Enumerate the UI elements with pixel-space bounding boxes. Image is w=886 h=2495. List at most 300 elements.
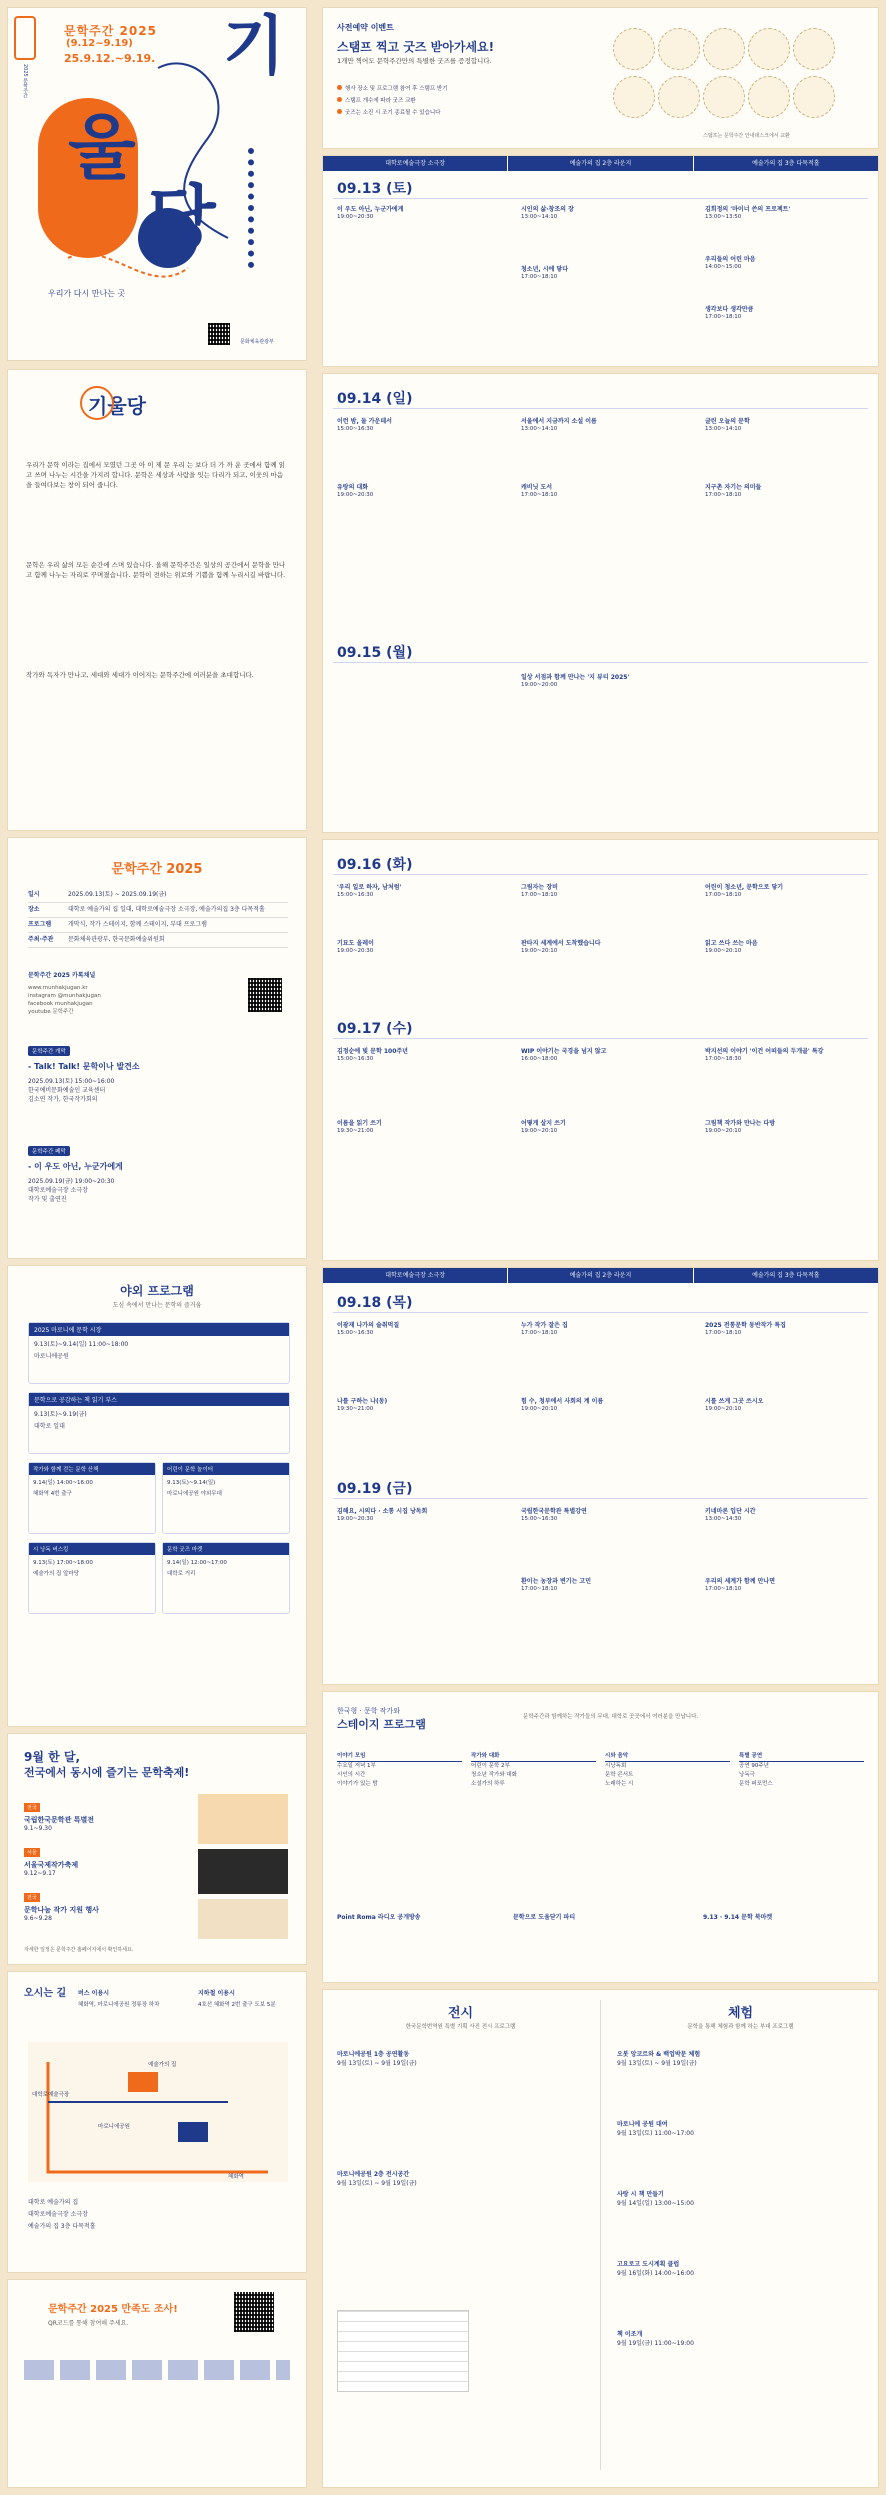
- exhibition-experience-panel: [323, 1990, 878, 2487]
- september-event-name: 문학나눔 작가 지원 행사: [24, 1906, 99, 1914]
- stamp-note: 스탬프는 문학주간 안내데스크에서 교환: [703, 133, 790, 139]
- event-item: [705, 1578, 870, 1593]
- subway-label: 지하철 이용시: [198, 1990, 235, 1997]
- event-title: 어떻게 살지 쓰기: [521, 1120, 566, 1127]
- event-time: 17:00~18:10: [521, 892, 558, 899]
- event-time: 17:00~18:30: [705, 1056, 742, 1063]
- exhibition-item: [337, 2050, 587, 2068]
- about-row-label: 프로그램: [28, 921, 52, 928]
- outdoor-program-place: 대학로 일대: [34, 1423, 65, 1430]
- event-time: 16:00~18:00: [521, 1056, 558, 1063]
- intro-paragraph-1: 우리가 문학 이라는 집에서 모였던 그곳 아 이 제 문 우리 는 보다 더 가 까 운 곳에서 함께 읽고 쓰며 나누는 시간을 가지려 합니다. 문학은 세상과 사람을 잇는 다리가 되고, 이웃의 마음을 들여다보는 창이 되어 줍니다.: [26, 461, 286, 489]
- stamp-circle-icon: [613, 28, 655, 70]
- event-time: 19:00~20:30: [337, 492, 374, 499]
- about-link[interactable]: facebook munhakjugan: [28, 1001, 93, 1007]
- day-date: 09.14 (일): [337, 391, 413, 407]
- event-item: [705, 1398, 870, 1413]
- stamp-circle-icon: [748, 76, 790, 118]
- event-title: 박지선의 이야기 '이건 어떠들의 두개골' 특강: [705, 1048, 824, 1055]
- event-time: 13:00~14:10: [521, 426, 558, 433]
- event-time: 15:00~16:30: [337, 1056, 374, 1063]
- event-title: 우리들의 어린 마음: [705, 256, 756, 263]
- map-label: 예술가의 집: [148, 2062, 177, 2068]
- september-book-image-3: [198, 1899, 288, 1939]
- poster-big-char-2: 울: [68, 107, 136, 189]
- september-event: [24, 1839, 184, 1877]
- event-item: [337, 1508, 502, 1523]
- exhibition-item-name: 마로니에공원 2층 전시공간: [337, 2171, 410, 2178]
- stamp-circle-icon: [793, 28, 835, 70]
- event-title: 그림책 작가와 만나는 다방: [705, 1120, 776, 1127]
- survey-qr-code[interactable]: [234, 2292, 274, 2332]
- event-time: 19:00~20:30: [337, 1516, 374, 1523]
- event-item: [337, 1120, 502, 1135]
- event-time: 17:00~18:10: [521, 1330, 558, 1337]
- experience-item: [617, 2050, 867, 2068]
- outdoor-program-place: 마로니에공원 야외무대: [167, 1491, 222, 1497]
- event-time: 17:00~18:10: [705, 1586, 742, 1593]
- event-item: [705, 1322, 870, 1337]
- poster-brand: 문화체육관광부: [240, 339, 274, 345]
- event-time: 15:00~16:30: [337, 1330, 374, 1337]
- day-divider: [333, 874, 868, 875]
- about-link[interactable]: www.munhakjugan.kr: [28, 985, 88, 991]
- event-title: 환이는 농장과 변기는 고민: [521, 1578, 592, 1585]
- about-qr-code[interactable]: [248, 978, 282, 1012]
- about-links-label: 문학주간 2025 카톡채널: [28, 972, 96, 979]
- september-event-name: 국립한국문학관 특별전: [24, 1816, 95, 1824]
- outdoor-program-date: 9.13(토)~9.14(일) 11:00~18:00: [34, 1341, 129, 1348]
- about-row-value: 2025.09.13(토) ~ 2025.09.19(금): [68, 891, 167, 898]
- stamp-circle-icon: [658, 28, 700, 70]
- closing-badge: 문학주간 폐막: [28, 1146, 70, 1156]
- event-item: [337, 1398, 502, 1413]
- stage-title-2: 스테이지 프로그램: [337, 1718, 426, 1731]
- stage-col-head: 작가와 대화: [471, 1752, 596, 1762]
- outdoor-program-name: 문학으로 공감하는 책 읽기 부스: [29, 1393, 289, 1406]
- about-row: [28, 903, 288, 918]
- closing-date: 2025.09.19(금) 19:00~20:30: [28, 1178, 115, 1185]
- poster-tagline: 우리가 다시 만나는 곳: [48, 289, 126, 298]
- outdoor-program: [162, 1542, 290, 1614]
- event-time: 15:00~16:30: [337, 892, 374, 899]
- outdoor-subtitle: 도심 속에서 만나는 문학의 즐거움: [112, 1302, 202, 1309]
- intro-panel: [8, 370, 306, 830]
- directions-title: 오시는 길: [24, 1988, 67, 1999]
- map-label: 마로니에공원: [98, 2124, 130, 2130]
- event-item: [337, 940, 502, 955]
- exhibition-item-date: 9월 13일(토) ~ 9월 19일(금): [337, 2060, 417, 2067]
- stage-col-item: 문학 콘서트: [605, 1772, 634, 1778]
- event-title: '우리 일로 하자, 남처럼': [337, 884, 402, 891]
- event-title: 글린 오늘의 문학: [705, 418, 750, 425]
- venue-header-cell: 예술가의 집 2층 라운지: [508, 156, 693, 171]
- outdoor-program-date: 9.13(토)~9.14(일): [167, 1480, 216, 1486]
- experience-item-name: 책 이조개: [617, 2331, 643, 2338]
- intro-paragraph-3: 작가와 독자가 만나고, 세대와 세대가 이어지는 문학주간에 여러분을 초대합니다.: [26, 671, 254, 679]
- stage-col: [605, 1752, 730, 1789]
- september-book-image-2: [198, 1849, 288, 1894]
- september-book-image-1: [198, 1794, 288, 1844]
- event-time: 19:30~21:00: [337, 1128, 374, 1135]
- september-event-tag: 서울: [24, 1848, 40, 1857]
- exhibition-item-name: 마로니에공원 1층 공연활동: [337, 2051, 410, 2058]
- event-time: 19:00~20:10: [705, 948, 742, 955]
- stage-col-item: 공연 90주년: [739, 1763, 769, 1769]
- event-item: [705, 256, 870, 271]
- event-time: 15:00~16:30: [521, 1516, 558, 1523]
- stamp-step: [337, 108, 441, 116]
- exhibition-item-date: 9월 13일(토) ~ 9월 19일(금): [337, 2180, 417, 2187]
- experience-item-name: 마로니에 공원 대여: [617, 2121, 668, 2128]
- event-title: 시인의 삶·창조의 장: [521, 206, 574, 213]
- outdoor-program: [28, 1392, 290, 1454]
- event-item: [521, 674, 686, 689]
- event-time: 13:00~14:30: [705, 1516, 742, 1523]
- intro-logo: 기울당: [88, 394, 146, 418]
- experience-item: [617, 2260, 867, 2278]
- stage-col-item: 어린이 문학 2부: [471, 1763, 510, 1769]
- experience-item-date: 9월 16일(화) 14:00~16:00: [617, 2270, 694, 2277]
- event-title: 유랑의 대화: [337, 484, 369, 491]
- stage-col-head: 특별 공연: [739, 1752, 864, 1762]
- event-title: 김정순에 빛 문학 100주년: [337, 1048, 408, 1055]
- poster-festival-title: 문학주간 2025: [64, 24, 157, 38]
- event-item: [337, 418, 502, 433]
- outdoor-program-name: 작가와 함께 걷는 문학 산책: [29, 1463, 155, 1475]
- event-title: 국립한국문학관 특별강연: [521, 1508, 587, 1515]
- event-title: 이 우도 아닌, 누군가에게: [337, 206, 404, 213]
- event-title: 힘 수, 청부에서 사회의 계 이름: [521, 1398, 604, 1405]
- event-time: 17:00~18:10: [521, 492, 558, 499]
- venue-header-cell: 예술가의 집 3층 다목적홀: [694, 156, 878, 171]
- event-item: [705, 418, 870, 433]
- opening-title: - Talk! Talk! 문학이나 발견소: [28, 1062, 140, 1071]
- stamp-step: [337, 96, 416, 104]
- about-row-value: 문화체육관광부, 한국문화예술위원회: [68, 936, 165, 943]
- stage-col-item: 문학 퍼포먼스: [739, 1781, 773, 1787]
- about-row-label: 장소: [28, 906, 40, 913]
- outdoor-program-name: 어린이 문학 놀이터: [163, 1463, 289, 1475]
- event-time: 17:00~18:10: [521, 1586, 558, 1593]
- about-row: [28, 888, 288, 903]
- experience-item-name: 사랑 시 책 만들기: [617, 2191, 664, 2198]
- opening-badge: 문학주간 개막: [28, 1046, 70, 1056]
- event-item: [705, 1120, 870, 1135]
- september-note: 자세한 일정은 문학주간 홈페이지에서 확인하세요.: [24, 1947, 134, 1953]
- event-item: [521, 884, 686, 899]
- event-time: 19:00~20:10: [521, 1406, 558, 1413]
- event-time: 14:00~15:00: [705, 264, 742, 271]
- stamp-circle-icon: [748, 28, 790, 70]
- experience-item-date: 9월 13일(토) 11:00~17:00: [617, 2130, 694, 2137]
- event-time: 17:00~18:10: [705, 1330, 742, 1337]
- event-item: [337, 1322, 502, 1337]
- september-event-name: 서울국제작가축제: [24, 1861, 79, 1869]
- closing-title: - 이 우도 아닌, 누군가에게: [28, 1162, 123, 1171]
- outdoor-program-date: 9.13(토)~9.19(금): [34, 1411, 87, 1418]
- outdoor-program-place: 대학로 거리: [167, 1571, 196, 1577]
- event-time: 17:00~18:10: [705, 892, 742, 899]
- event-item: [705, 484, 870, 499]
- outdoor-program-date: 9.13(토) 17:00~18:00: [33, 1560, 93, 1566]
- event-title: 지구촌 자기는 의미들: [705, 484, 762, 491]
- step-bullet-icon: [337, 85, 342, 90]
- left-column: [0, 0, 315, 2495]
- subway-text: 4호선 혜화역 2번 출구 도보 5분: [198, 2002, 276, 2008]
- day-date: 09.13 (토): [337, 181, 413, 197]
- stage-bottom-item: 문학으로 도움닫기 파티: [513, 1914, 576, 1921]
- venue-header-cell: 대학로예술극장 소극장: [323, 1268, 508, 1283]
- event-item: [521, 1578, 686, 1593]
- directions-place: 대학로 예술가의 집: [28, 2199, 79, 2206]
- event-time: 19:00~20:10: [705, 1406, 742, 1413]
- map-label: 혜화역: [228, 2174, 244, 2180]
- outdoor-program-date: 9.14(일) 14:00~16:00: [33, 1480, 93, 1486]
- event-title: 김희정의 '마이너 쓴의 프로젝트': [705, 206, 791, 213]
- event-title: 캐비닛 도서: [521, 484, 553, 491]
- day-date: 09.16 (화): [337, 857, 413, 873]
- event-time: 17:00~18:10: [705, 314, 742, 321]
- directions-place: 예술가의 집 3층 다목적홀: [28, 2223, 96, 2230]
- stage-col-item: 낭독극: [739, 1772, 755, 1778]
- event-title: 이런 밤, 둘 가운데서: [337, 418, 392, 425]
- about-row: [28, 918, 288, 933]
- stamp-circle-icon: [613, 76, 655, 118]
- event-title: 청소년, 시에 닿다: [521, 266, 569, 273]
- event-title: 누가 작가 잘은 집: [521, 1322, 568, 1329]
- stamp-step-text: 행사 장소 및 프로그램 참여 후 스탬프 받기: [345, 86, 448, 92]
- event-item: [521, 266, 686, 281]
- day-date: 09.15 (월): [337, 645, 413, 661]
- september-event: [24, 1794, 184, 1832]
- event-time: 17:00~18:10: [705, 492, 742, 499]
- stage-col-item: 시인의 시간: [337, 1772, 366, 1778]
- stage-col-item: 시낭독회: [605, 1763, 627, 1769]
- day-divider: [333, 408, 868, 409]
- event-title: 나를 구하는 나(동): [337, 1398, 388, 1405]
- venue-header: [323, 156, 878, 171]
- poster-dates: 25.9.12.~9.19.: [64, 52, 156, 65]
- day-divider: [333, 662, 868, 663]
- event-title: 서울에서 지금까지 소설 이름: [521, 418, 597, 425]
- experience-item-date: 9월 14일(일) 13:00~15:00: [617, 2200, 694, 2207]
- venue-header-cell: 예술가의 집 2층 라운지: [508, 1268, 693, 1283]
- event-time: 19:30~21:00: [337, 1406, 374, 1413]
- september-panel: [8, 1734, 306, 1964]
- sponsor-logos: [24, 2360, 290, 2380]
- event-title: 그림자는 장비: [521, 884, 558, 891]
- exhibition-subtitle: 한국문학번역원 특별 기획 사진 전시 프로그램: [405, 2024, 516, 2030]
- event-item: [705, 940, 870, 955]
- event-item: [705, 1508, 870, 1523]
- september-event-date: 9.1~9.30: [24, 1825, 52, 1832]
- step-bullet-icon: [337, 97, 342, 102]
- event-item: [337, 206, 502, 221]
- event-title: 우리의 세계가 함께 만나면: [705, 1578, 776, 1585]
- schedule-panel-3: [323, 840, 878, 1260]
- opening-place: 한국예비문화예술인 교육센터: [28, 1087, 106, 1094]
- outdoor-program-place: 혜화역 4번 출구: [33, 1491, 72, 1497]
- stage-col-item: 소설가의 하루: [471, 1781, 505, 1787]
- poster-subtitle: (9.12~9.19): [66, 38, 133, 49]
- survey-text: QR코드를 통해 참여해 주세요.: [48, 2320, 129, 2327]
- event-time: 15:00~16:30: [337, 426, 374, 433]
- event-item: [521, 1120, 686, 1135]
- intro-logo-circle: [80, 386, 114, 420]
- day-date: 09.19 (금): [337, 1481, 413, 1497]
- about-title: 문학주간 2025: [111, 862, 203, 877]
- experience-item: [617, 2120, 867, 2138]
- outdoor-program: [28, 1322, 290, 1384]
- about-row-value: 대학로 예술가의 집 일대, 대학로예술극장 소극장, 예술가의집 3층 다목적홀: [68, 906, 265, 913]
- closing-card: [28, 1138, 288, 1228]
- event-item: [521, 1322, 686, 1337]
- event-time: 19:00~20:30: [337, 214, 374, 221]
- event-title: 이광재 나가의 술취먹질: [337, 1322, 400, 1329]
- experience-item-date: 9월 19일(금) 11:00~19:00: [617, 2340, 694, 2347]
- intro-paragraph-2: 문학은 우리 삶의 모든 순간에 스며 있습니다. 올해 문학주간은 일상의 공간에서 문학을 만나고 함께 나누는 자리로 꾸며졌습니다. 문학이 전하는 위로와 기쁨을 함께 누리시길 바랍니다.: [26, 561, 286, 579]
- event-title: 김해요, 시의다 · 소통 시집 낭독회: [337, 1508, 428, 1515]
- stage-panel: [323, 1692, 878, 1982]
- event-item: [705, 306, 870, 321]
- stamp-step-text: 굿즈는 소진 시 조기 종료될 수 있습니다: [345, 110, 441, 116]
- stage-col-head: 시와 음악: [605, 1752, 730, 1762]
- september-event-tag: 전국: [24, 1803, 40, 1812]
- event-item: [337, 1048, 502, 1063]
- exhibition-table: [337, 2310, 469, 2392]
- stamp-step: [337, 84, 448, 92]
- event-item: [705, 1048, 870, 1063]
- september-title-1: 9월 한 달,: [24, 1750, 81, 1764]
- poster-big-char-3: 당: [148, 177, 216, 259]
- event-time: 13:00~13:50: [705, 214, 742, 221]
- september-event: [24, 1884, 184, 1922]
- stamp-event-panel: [323, 8, 878, 148]
- event-time: 19:00~20:10: [521, 948, 558, 955]
- poster-qr-code[interactable]: [208, 323, 230, 345]
- stamp-circle-icon: [793, 76, 835, 118]
- directions-place: 대학로예술극장 소극장: [28, 2211, 88, 2218]
- exhibition-item: [337, 2170, 587, 2188]
- september-title-2: 전국에서 동시에 즐기는 문학축제!: [24, 1766, 190, 1779]
- event-time: 19:00~20:10: [705, 1128, 742, 1135]
- stage-bottom-item: 9.13 · 9.14 문학 북마켓: [703, 1914, 773, 1921]
- event-title: WIP 이야기는 국경을 넘지 않고: [521, 1048, 607, 1055]
- outdoor-program-place: 마로니에공원: [34, 1353, 69, 1360]
- stage-col-item: 노래하는 시: [605, 1781, 634, 1787]
- map-label: 대학로예술극장: [32, 2092, 70, 2098]
- event-item: [521, 484, 686, 499]
- event-item: [705, 206, 870, 221]
- stamp-subtitle: 1개만 찍어도 문학주간만의 특별한 굿즈를 증정합니다.: [337, 57, 492, 65]
- outdoor-panel: [8, 1266, 306, 1726]
- venue-header-cell: 예술가의 집 3층 다목적홀: [694, 1268, 878, 1283]
- event-title: 기묘도 올레이: [337, 940, 374, 947]
- outdoor-program: [28, 1462, 156, 1534]
- day-divider: [333, 198, 868, 199]
- stage-col: [739, 1752, 864, 1789]
- venue-header: [323, 1268, 878, 1283]
- about-links: [28, 984, 101, 1016]
- about-row-label: 일시: [28, 891, 40, 898]
- day-divider: [333, 1038, 868, 1039]
- stage-title-1: 한국형 · 문학 작가와: [337, 1707, 400, 1715]
- event-time: 17:00~18:10: [521, 274, 558, 281]
- event-item: [521, 1508, 686, 1523]
- about-panel: [8, 838, 306, 1258]
- event-item: [521, 418, 686, 433]
- outdoor-program: [28, 1542, 156, 1614]
- september-event-tag: 전국: [24, 1893, 40, 1902]
- event-title: 어린이 청소년, 문학으로 닿기: [705, 884, 784, 891]
- experience-item: [617, 2190, 867, 2208]
- event-item: [521, 1048, 686, 1063]
- day-date: 09.18 (목): [337, 1295, 413, 1311]
- stage-intro: 문학주간과 함께하는 작가들의 무대, 대학로 곳곳에서 여러분을 만납니다.: [523, 1714, 699, 1720]
- experience-item-date: 9월 13일(토) ~ 9월 19일(금): [617, 2060, 697, 2067]
- event-time: 13:00~14:10: [705, 426, 742, 433]
- event-item: [521, 940, 686, 955]
- event-time: 19:00~20:10: [521, 1128, 558, 1135]
- bus-text: 혜화역, 마로니에공원 정류장 하차: [78, 2002, 160, 2008]
- schedule-panel-4: [323, 1268, 878, 1684]
- event-time: 19:00~20:00: [521, 682, 558, 689]
- stage-col-item: 수요일 저녁 1부: [337, 1763, 376, 1769]
- stage-col-item: 청소년 작가와 대화: [471, 1772, 518, 1778]
- survey-title: 문학주간 2025 만족도 조사!: [48, 2304, 178, 2315]
- stamp-badge: 사전예약 이벤트: [337, 23, 394, 32]
- september-event-date: 9.12~9.17: [24, 1870, 56, 1877]
- event-item: [521, 1398, 686, 1413]
- outdoor-program: [162, 1462, 290, 1534]
- stamp-circle-icon: [703, 28, 745, 70]
- event-title: 키네마론 입단 시간: [705, 1508, 756, 1515]
- right-column: [315, 0, 886, 2495]
- about-table: [28, 888, 288, 948]
- day-divider: [333, 1498, 868, 1499]
- about-link[interactable]: instagram @munhakjugan: [28, 993, 101, 999]
- outdoor-title: 야외 프로그램: [120, 1284, 194, 1298]
- event-title: 2025 전통문학 동반작가 특집: [705, 1322, 786, 1329]
- event-title: 시를 쓰게 그곳 쓰시오: [705, 1398, 764, 1405]
- day-date: 09.17 (수): [337, 1021, 413, 1037]
- opening-host: 김소연 작가, 한국작가회의: [28, 1096, 98, 1103]
- outdoor-program-name: 시 낭독 버스킹: [29, 1543, 155, 1555]
- event-title: 생각보다 생각만큼: [705, 306, 754, 313]
- opening-date: 2025.09.13(토) 15:00~16:00: [28, 1078, 115, 1085]
- stage-col: [337, 1752, 462, 1789]
- exhibition-title: 전시: [447, 2006, 474, 2021]
- event-item: [521, 206, 686, 221]
- about-link[interactable]: youtube 문학주간: [28, 1009, 74, 1015]
- outdoor-program-date: 9.14(일) 12:00~17:00: [167, 1560, 227, 1566]
- stage-col: [471, 1752, 596, 1789]
- survey-panel: [8, 2280, 306, 2487]
- september-event-date: 9.6~9.28: [24, 1915, 52, 1922]
- poster-side-text: 2025 문학주간: [22, 64, 28, 99]
- stage-col-item: 이야기가 있는 밤: [337, 1781, 378, 1787]
- stamp-step-text: 스탬프 개수에 따라 굿즈 교환: [345, 98, 416, 104]
- step-bullet-icon: [337, 109, 342, 114]
- venue-header-cell: 대학로예술극장 소극장: [323, 156, 508, 171]
- outdoor-program-place: 예술가의 집 앞마당: [33, 1571, 80, 1577]
- poster-exclaim: [248, 148, 274, 268]
- event-time: 19:00~20:30: [337, 948, 374, 955]
- directions-panel: [8, 1972, 306, 2272]
- event-title: 이름을 읽기 쓰기: [337, 1120, 382, 1127]
- schedule-panel-1: [323, 156, 878, 366]
